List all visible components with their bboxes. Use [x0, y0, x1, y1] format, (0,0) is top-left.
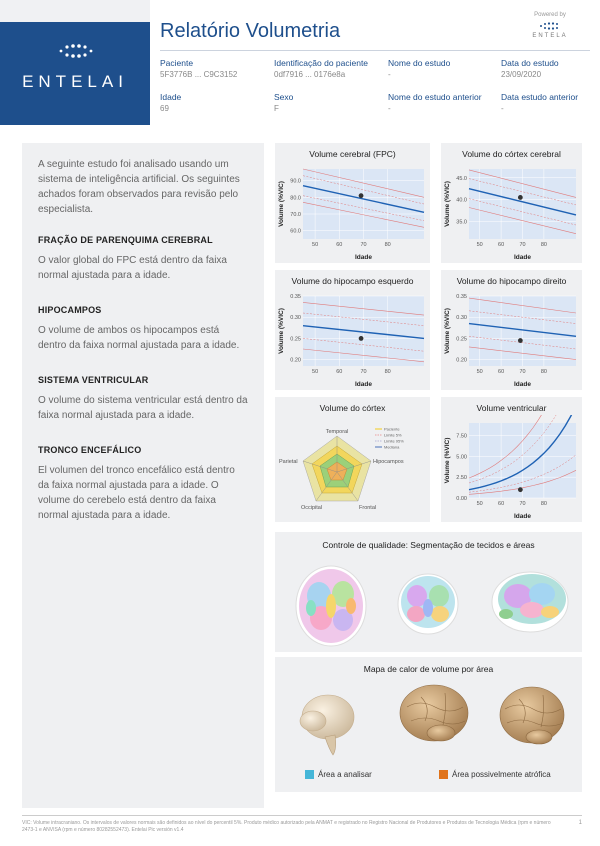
- section-title: TRONCO ENCEFÁLICO: [38, 445, 142, 455]
- section-title: HIPOCAMPOS: [38, 305, 102, 315]
- legend-label: Paciente: [384, 426, 400, 432]
- x-tick-label: 80: [384, 242, 391, 248]
- field-label: Sexo: [274, 92, 294, 102]
- patient-point: [518, 195, 523, 200]
- y-tick-label: 0.35: [456, 294, 467, 300]
- x-axis-label: Idade: [514, 254, 531, 261]
- field-label: Data estudo anterior: [501, 92, 579, 102]
- y-tick-label: 40.0: [456, 197, 467, 204]
- footer-disclaimer: VIC: Volume intracraniano. Os intervalos de valores normais são definidos ao nível do percentil 5%. Produto médico autorizado pela ANMAT e registrado no Registro Nacional de Produtores e Produtos de Tecnologia Médica (rpm e número 2473-1 e ANVISA (rpm e número 80282552473). Entelai Pic versión v1.4: [22, 820, 551, 833]
- y-axis-label: Volume (%VIC): [444, 181, 451, 227]
- y-tick-label: 0.30: [456, 315, 467, 322]
- x-tick-label: 50: [312, 369, 319, 375]
- y-tick-label: 35.0: [456, 219, 467, 226]
- section-brain-parenchyma: [38, 235, 248, 283]
- patient-point: [359, 193, 364, 198]
- y-tick-label: 70.0: [290, 212, 301, 218]
- radar-axis-label: Occipital: [301, 505, 323, 511]
- radar-axis-label: Hipocampos: [373, 459, 404, 465]
- field-value: 5F3776B ... C9C3152: [160, 70, 238, 79]
- legend-area-to-analyze: [305, 770, 372, 779]
- section-ventricular: [38, 375, 248, 423]
- x-tick-label: 50: [476, 369, 483, 375]
- section-text: O volume do sistema ventricular está dentro da faixa normal ajustada para a idade.: [38, 395, 248, 421]
- chart-card-cortex-volume: [441, 143, 582, 263]
- legend-label: Mediana: [384, 444, 400, 450]
- chart-card-left-hippocampus: [275, 270, 430, 390]
- field-age: [160, 92, 280, 113]
- powered-by-name: ENTELA: [532, 33, 568, 39]
- x-tick-label: 70: [519, 369, 526, 375]
- field-previous-study-date: [501, 92, 600, 113]
- chart-title: Volume do hipocampo direito: [456, 276, 567, 286]
- radar-axis-label: Frontal: [359, 505, 377, 511]
- x-tick-label: 60: [498, 242, 505, 248]
- y-tick-label: 0.20: [290, 357, 301, 364]
- field-value: -: [388, 104, 391, 113]
- x-tick-label: 50: [476, 501, 483, 507]
- ventricular-volume-chart: [441, 415, 582, 522]
- segmentation-coronal-image: [398, 574, 458, 634]
- chart-card-ventricular: [441, 397, 582, 522]
- left-hippocampus-chart: [275, 288, 430, 390]
- powered-by: [520, 12, 580, 39]
- section-text: O volume de ambos os hipocampos está dentro da faixa normal ajustada para a idade.: [38, 325, 240, 351]
- patient-fields: [160, 58, 600, 120]
- qc-segmentation-images: [275, 554, 582, 652]
- findings-panel: [22, 143, 264, 808]
- y-tick-label: 0.25: [456, 336, 467, 343]
- title-divider: [160, 50, 590, 51]
- segmentation-sagittal-image: [492, 572, 568, 632]
- field-value: -: [501, 104, 504, 113]
- y-tick-label: 60.0: [290, 228, 301, 235]
- radar-legend: [375, 427, 404, 450]
- y-tick-label: 0.25: [290, 336, 301, 343]
- qc-card: [275, 532, 582, 652]
- y-tick-label: 90.0: [290, 178, 301, 185]
- logo-text: ENTELAI: [22, 72, 128, 91]
- right-hippocampus-chart: [441, 288, 582, 390]
- field-label: Nome do estudo anterior: [388, 92, 482, 102]
- x-tick-label: 60: [498, 369, 505, 375]
- legend-swatch-blue: [305, 770, 314, 779]
- section-text: O valor global do FPC está dentro da faixa normal ajustada para a idade.: [38, 255, 227, 281]
- x-tick-label: 70: [360, 242, 367, 248]
- x-axis-label: Idade: [355, 254, 372, 261]
- x-tick-label: 60: [336, 369, 343, 375]
- heatmap-oblique-render: [500, 687, 564, 744]
- page-number: 1: [578, 820, 582, 826]
- field-patient: [160, 58, 280, 79]
- intro-text: A seguinte estudo foi analisado usando um sistema de inteligência artificial. Os seguintes achados foram observados para revisão pelo especialista.: [38, 159, 240, 215]
- x-axis-label: Idade: [355, 381, 372, 388]
- legend-label: Limite 95%: [384, 438, 404, 444]
- x-tick-label: 70: [519, 242, 526, 248]
- field-sex: [274, 92, 394, 113]
- brain-volume-chart: [275, 161, 430, 263]
- field-patient-id: [274, 58, 394, 79]
- legend-label: Área a analisar: [318, 770, 372, 779]
- field-study-date: [501, 58, 600, 79]
- y-axis-label: Volume (%VIC): [444, 308, 451, 354]
- chart-card-cortex-radar: [275, 397, 430, 522]
- chart-title: Volume do córtex cerebral: [462, 149, 561, 159]
- y-tick-label: 2.50: [456, 475, 467, 482]
- patient-point: [359, 336, 364, 341]
- x-tick-label: 70: [360, 369, 367, 375]
- field-value: 0df7916 ... 0176e8a: [274, 70, 346, 79]
- x-tick-label: 80: [384, 369, 391, 375]
- chart-title: Volume cerebral (FPC): [309, 149, 396, 159]
- x-axis-label: Idade: [514, 381, 531, 388]
- field-value: F: [274, 104, 279, 113]
- y-tick-label: 0.35: [290, 294, 301, 300]
- legend-swatch-orange: [439, 770, 448, 779]
- x-tick-label: 50: [312, 242, 319, 248]
- patient-point: [518, 338, 523, 343]
- cortex-volume-chart: [441, 161, 582, 263]
- legend-label: Limite 5%: [384, 432, 402, 438]
- qc-title: Controle de qualidade: Segmentação de tecidos e áreas: [322, 540, 535, 550]
- heatmap-subcortical-render: [300, 695, 354, 755]
- y-axis-label: Volume (%VIC): [278, 181, 285, 227]
- field-study-name: [388, 58, 508, 79]
- segmentation-axial-image: [296, 566, 366, 646]
- field-label: Paciente: [160, 58, 194, 68]
- y-tick-label: 45.0: [456, 175, 467, 182]
- radar-axis-label: Parietal: [279, 459, 298, 465]
- field-label: Identificação do paciente: [274, 58, 369, 68]
- x-axis-label: Idade: [514, 513, 531, 520]
- header-strip: [0, 0, 150, 22]
- y-tick-label: 5.00: [456, 454, 467, 461]
- footer-divider: [22, 815, 582, 816]
- chart-card-brain-volume: [275, 143, 430, 263]
- field-label: Idade: [160, 92, 182, 102]
- radar-axis-label: Temporal: [325, 429, 349, 435]
- x-tick-label: 60: [336, 242, 343, 248]
- chart-title: Volume ventricular: [476, 403, 547, 413]
- y-tick-label: 7.50: [456, 433, 467, 440]
- y-tick-label: 0.20: [456, 357, 467, 364]
- section-title: SISTEMA VENTRICULAR: [38, 375, 149, 385]
- x-tick-label: 80: [540, 242, 547, 248]
- section-brainstem: [38, 445, 248, 523]
- legend-area-atrophic: [439, 770, 551, 779]
- x-tick-label: 80: [540, 501, 547, 507]
- section-title: FRAÇÃO DE PARENQUIMA CEREBRAL: [38, 235, 213, 245]
- y-axis-label: Volume (%VIC): [278, 308, 285, 354]
- field-label: Data do estudo: [501, 58, 559, 68]
- field-value: 23/09/2020: [501, 70, 542, 79]
- logo-dots-icon: [58, 42, 94, 60]
- report-title: Relatório Volumetria: [160, 20, 341, 42]
- section-hippocampus: [38, 305, 248, 353]
- x-tick-label: 70: [519, 501, 526, 507]
- field-previous-study-name: [388, 92, 508, 113]
- heatmap-lateral-render: [400, 685, 468, 741]
- chart-card-right-hippocampus: [441, 270, 582, 390]
- heatmap-title: Mapa de calor de volume por área: [363, 664, 494, 674]
- field-value: -: [388, 70, 391, 79]
- chart-title: Volume do hipocampo esquerdo: [291, 276, 414, 286]
- x-tick-label: 50: [476, 242, 483, 248]
- section-text: El volumen del tronco encefálico está dentro da faixa normal ajustada para a idade. O volume do cerebelo está dentro da faixa normal ajustada para a idade.: [38, 465, 235, 521]
- heatmap-card: [275, 657, 582, 792]
- cortex-radar-chart: [275, 415, 430, 522]
- heatmap-brain-renders: [275, 677, 582, 772]
- entelai-small-logo-icon: [539, 21, 561, 31]
- legend-label: Área possivelmente atrófica: [452, 770, 551, 779]
- entelai-logo: [0, 22, 150, 125]
- y-tick-label: 0.30: [290, 315, 301, 322]
- field-value: 69: [160, 104, 169, 113]
- chart-title: Volume do córtex: [319, 403, 386, 413]
- y-axis-label: Volume (%VIC): [444, 437, 451, 484]
- powered-by-label: Powered by: [534, 12, 566, 18]
- x-tick-label: 80: [540, 369, 547, 375]
- y-tick-label: 80.0: [290, 195, 301, 202]
- patient-point: [518, 487, 523, 492]
- field-label: Nome do estudo: [388, 58, 451, 68]
- y-tick-label: 0.00: [456, 496, 467, 502]
- x-tick-label: 60: [498, 501, 505, 507]
